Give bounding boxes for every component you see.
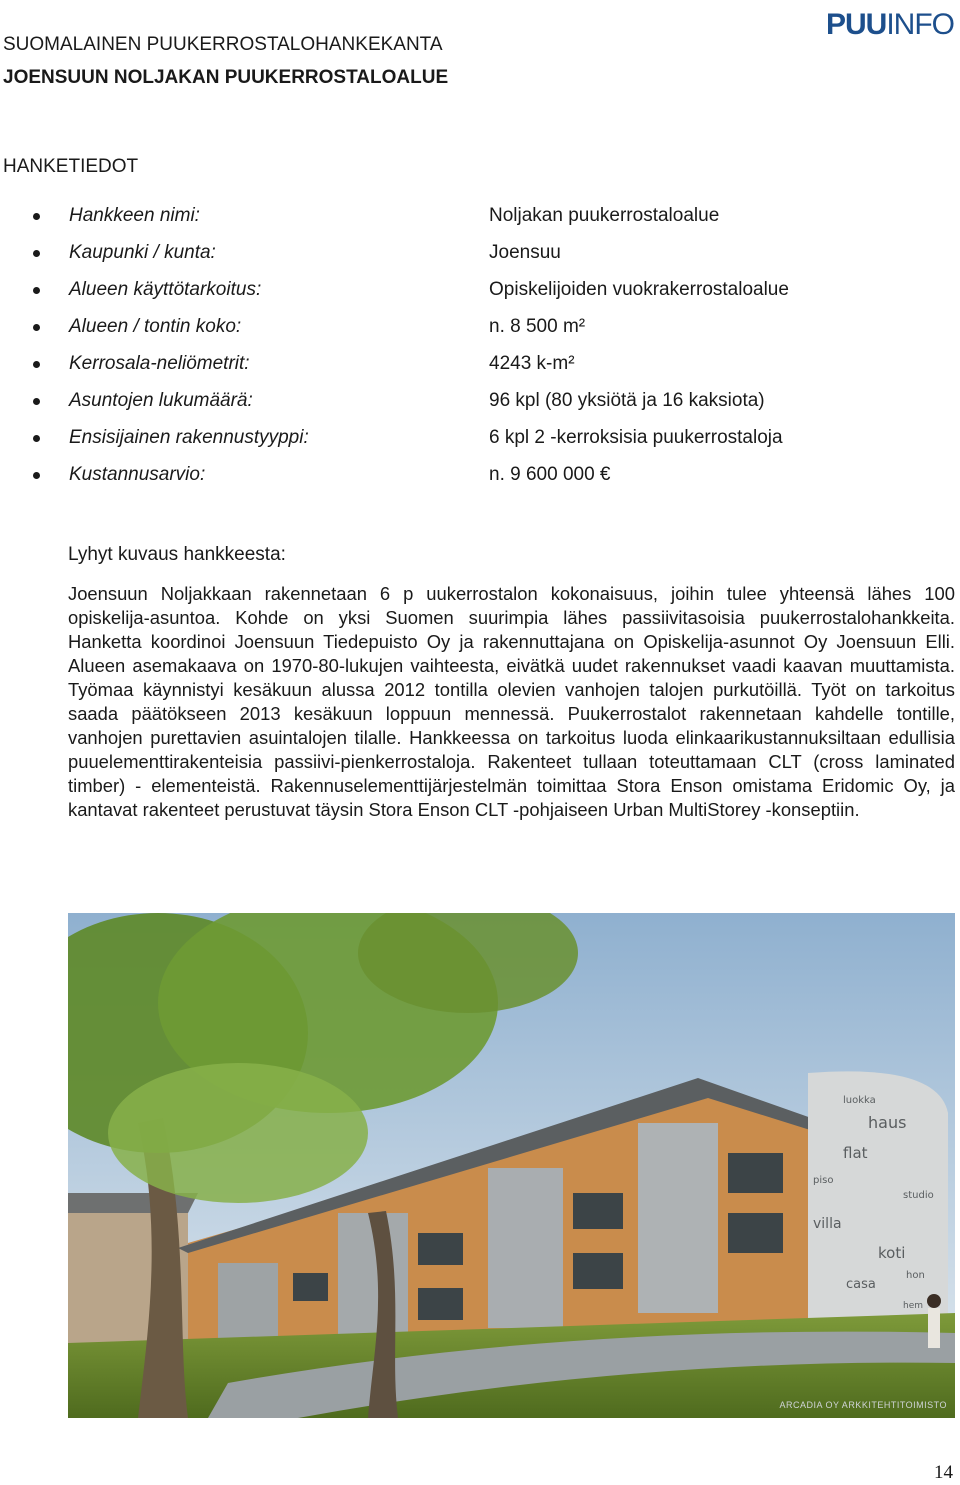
header-series-title: SUOMALAINEN PUUKERROSTALOHANKEKANTA: [3, 34, 443, 55]
wall-word: haus: [868, 1113, 907, 1132]
image-credit: ARCADIA OY ARKKITEHTITOIMISTO: [779, 1400, 947, 1410]
info-value: n. 9 600 000 €: [489, 464, 611, 485]
info-value: Noljakan puukerrostaloalue: [489, 205, 720, 226]
info-row-floor-area: [0, 352, 960, 389]
bullet-icon: [33, 398, 40, 405]
project-info-list: [0, 204, 960, 500]
description-text: Joensuun Noljakkaan rakennetaan 6 p uukerrostalon kokonaisuus, joihin tulee yhteensä lähes 100 opiskelija-asuntoa. Kohde on yksi Suomen suurimpia lähes passiivitasoisia puukerrostalohankkeita. Hanketta koordinoi Joensuun Tiedepuisto Oy ja rakennuttajana on Opiskelija-asunnot Oy Joensuun Elli. Alueen asemakaava on 1970-80-lukujen vaihteesta, eivätkä uudet rakennukset vaadi kaavan muuttamista. Työmaa käynnistyi kesäkuun alussa 2012 tontilla olevien vanhojen talojen purkutöillä. Työt on tarkoitus saada päätökseen 2013 kesäkuun loppuun mennessä. Puukerrostalot rakennetaan kahdelle tontille, vanhojen purettavien asuintalojen tilalle. Hankkeessa on tarkoitus luoda elinkaarikustannuksiltaan edullisia puuelementtirakenteisia passiivi-pienkerrostaloja. Rakenteet tullaan toteuttamaan CLT (cross laminated timber) - elementeistä. Rakennuselementtijärjestelmän toimittaa Stora Enson omistama Eridomic Oy, ja kantavat rakenteet perustuvat täysin Stora Enson CLT -pohjaiseen Urban MultiStorey -konseptiin.: [68, 583, 955, 820]
info-label: Ensisijainen rakennustyyppi:: [69, 427, 309, 448]
info-value: Joensuu: [489, 242, 561, 263]
bullet-icon: [33, 472, 40, 479]
wall-word: luokka: [843, 1095, 876, 1106]
architectural-rendering: [68, 913, 955, 1418]
wall-word: casa: [846, 1277, 876, 1292]
wall-word: flat: [843, 1144, 868, 1162]
bullet-icon: [33, 324, 40, 331]
bullet-icon: [33, 287, 40, 294]
puuinfo-logo: [826, 8, 954, 42]
wall-word: hon: [906, 1270, 925, 1281]
wall-word: hem: [903, 1301, 924, 1311]
description-title: Lyhyt kuvaus hankkeesta:: [68, 544, 286, 565]
bullet-icon: [33, 435, 40, 442]
logo-part-a: PUU: [825, 8, 887, 41]
info-label: Kaupunki / kunta:: [69, 242, 216, 263]
info-row-building-type: [0, 426, 960, 463]
bullet-icon: [33, 361, 40, 368]
section-title: HANKETIEDOT: [3, 156, 139, 177]
info-value: n. 8 500 m²: [489, 316, 586, 337]
wall-word: villa: [813, 1216, 842, 1232]
info-row-name: [0, 204, 960, 241]
info-value: Opiskelijoiden vuokrakerrostaloalue: [489, 279, 789, 300]
page-number: 14: [934, 1462, 953, 1483]
info-label: Alueen käyttötarkoitus:: [69, 279, 262, 300]
info-label: Kerrosala-neliömetrit:: [69, 353, 250, 374]
header-project-title: JOENSUUN NOLJAKAN PUUKERROSTALOALUE: [3, 67, 449, 88]
logo-part-b: INFO: [886, 8, 954, 41]
info-row-apartments: [0, 389, 960, 426]
info-row-cost: [0, 463, 960, 500]
wall-word: studio: [903, 1190, 934, 1201]
info-value: 6 kpl 2 -kerroksisia puukerrostaloja: [489, 427, 783, 448]
info-label: Alueen / tontin koko:: [69, 316, 242, 337]
info-row-area: [0, 315, 960, 352]
info-row-city: [0, 241, 960, 278]
bullet-icon: [33, 213, 40, 220]
wall-word: koti: [878, 1244, 906, 1262]
info-value: 4243 k-m²: [489, 353, 575, 374]
wall-word: piso: [813, 1175, 834, 1186]
info-row-usage: [0, 278, 960, 315]
rendering-illustration: [68, 913, 955, 1418]
bullet-icon: [33, 250, 40, 257]
info-value: 96 kpl (80 yksiötä ja 16 kaksiota): [489, 390, 765, 411]
info-label: Hankkeen nimi:: [69, 205, 200, 226]
info-label: Kustannusarvio:: [69, 464, 206, 485]
info-label: Asuntojen lukumäärä:: [69, 390, 253, 411]
